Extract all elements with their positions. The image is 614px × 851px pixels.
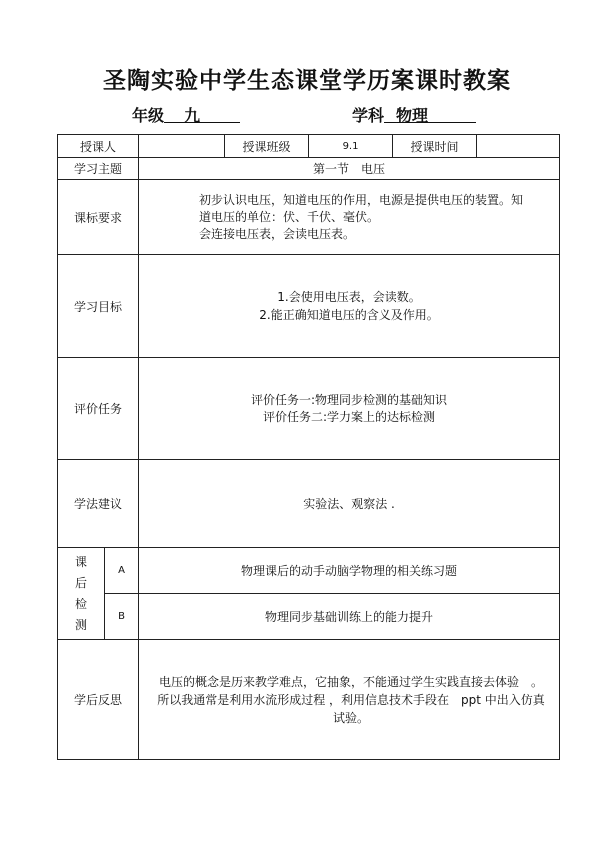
- grade-value: 九: [184, 106, 201, 125]
- reflection-content: [139, 640, 560, 760]
- after-char: 课: [74, 554, 87, 569]
- row-teacher: [58, 135, 560, 158]
- goal-line: 1.会使用电压表，会读数。: [277, 290, 421, 304]
- teacher-value: [139, 135, 225, 158]
- level-a: A: [105, 548, 139, 594]
- row-method: [58, 460, 560, 548]
- page-title: 圣陶实验中学生态课堂学历案课时教案: [103, 67, 511, 94]
- after-char: 测: [74, 617, 87, 632]
- eval-content: [139, 358, 560, 460]
- grade-label: 年级: [132, 106, 165, 125]
- subject-line: [352, 103, 476, 126]
- row-standard: [58, 180, 560, 255]
- after-a-content: 物理课后的动手动脑学物理的相关练习题: [139, 548, 560, 594]
- class-value: 9.1: [309, 135, 393, 158]
- method-label: 学法建议: [58, 460, 139, 548]
- eval-label: 评价任务: [58, 358, 139, 460]
- row-after-a: [58, 548, 560, 594]
- subject-blank-after: [428, 121, 476, 123]
- standard-line: 会连接电压表，会读电压表。: [199, 226, 356, 241]
- eval-line: 评价任务一:物理同步检测的基础知识: [250, 392, 448, 407]
- row-topic: [58, 158, 560, 180]
- grade-blank-before: [164, 121, 184, 123]
- after-char: 后: [74, 575, 87, 590]
- eval-line: 评价任务二:学力案上的达标检测: [262, 409, 436, 424]
- subject-label: 学科: [352, 106, 385, 125]
- reflection-line: 电压的概念是历来教学难点，它抽象，不能通过学生实践直接去体验 。: [159, 674, 544, 689]
- after-class-label: [58, 548, 105, 640]
- after-b-content: 物理同步基础训练上的能力提升: [139, 594, 560, 640]
- time-value: [477, 135, 560, 158]
- standard-line: 道电压的单位：伏、千伏、毫伏。: [199, 209, 380, 224]
- row-goal: [58, 255, 560, 358]
- goal-label: 学习目标: [58, 255, 139, 358]
- subject-value: 物理: [396, 106, 429, 125]
- level-b: B: [105, 594, 139, 640]
- lesson-plan-table: [57, 134, 560, 760]
- teacher-label: 授课人: [58, 135, 139, 158]
- grade-line: [132, 103, 240, 126]
- row-eval: [58, 358, 560, 460]
- standard-label: 课标要求: [58, 180, 139, 255]
- goal-content: [139, 255, 560, 358]
- row-after-b: [58, 594, 560, 640]
- standard-content: [139, 180, 560, 255]
- reflection-line: 所以我通常是利用水流形成过程 ，利用信息技术手段在 ppt 中出入仿真: [157, 692, 545, 707]
- after-char: 检: [74, 596, 87, 611]
- standard-line: 初步认识电压，知道电压的作用，电源是提供电压的装置。知: [199, 192, 524, 207]
- reflection-label: 学后反思: [58, 640, 139, 760]
- row-reflection: [58, 640, 560, 760]
- method-value: 实验法、观察法 .: [139, 460, 560, 548]
- reflection-line: 试验。: [333, 710, 370, 725]
- grade-blank-after: [200, 121, 240, 123]
- topic-label: 学习主题: [58, 158, 139, 180]
- subject-blank-before: [384, 121, 396, 123]
- class-label: 授课班级: [225, 135, 309, 158]
- topic-value: 第一节 电压: [139, 158, 560, 180]
- time-label: 授课时间: [393, 135, 477, 158]
- goal-line: 2.能正确知道电压的含义及作用。: [259, 308, 439, 322]
